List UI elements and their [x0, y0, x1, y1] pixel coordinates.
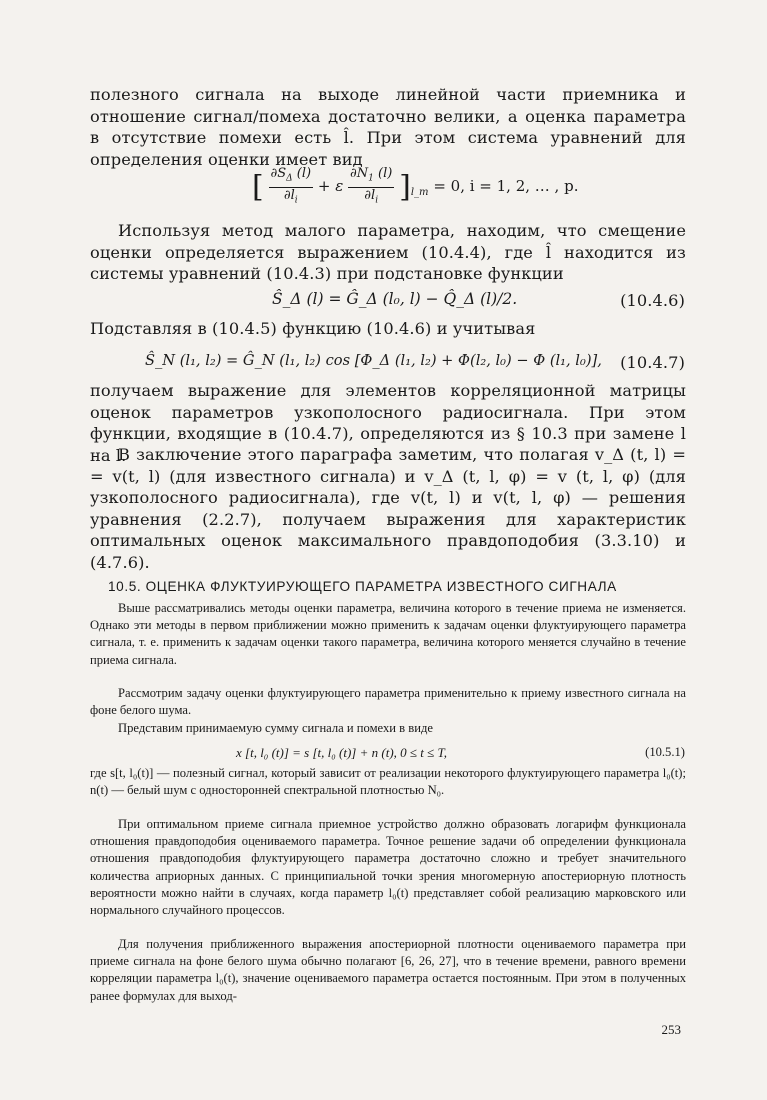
paragraph-substituting: Подставляя в (10.4.5) функцию (10.4.6) и учитывая [90, 319, 536, 338]
paragraph-section-intro: Выше рассматривались методы оценки параметра, величина которого в течение приема не изменяется. Однако эти методы в первом приближении можно применить к задачам оценки флуктуирующего параметра сигнала, т. е. применить к задачам оценки такого параметра, величина которого меняется случайно в течение приема сигнала. [90, 601, 686, 667]
fraction-1: $\frac{\partial S_\Delta (l)}{\partial l_i}$ [270, 166, 312, 206]
equation-number-10-4-7: (10.4.7) [620, 353, 685, 372]
fraction-2: $\frac{\partial N_1 (l)}{\partial l_i}$ [350, 166, 393, 206]
section-heading: 10.5. ОЦЕНКА ФЛУКТУИРУЮЩЕГО ПАРАМЕТРА ИЗВЕСТНОГО СИГНАЛА [108, 579, 617, 595]
equation-number-10-4-6: (10.4.6) [620, 291, 685, 310]
paragraph-where-signal: где s[t, l₀(t)] — полезный сигнал, который зависит от реализации некоторого флуктуирующего параметра l₀(t); n(t) — белый шум с односторонней спектральной плотностью N₀. [90, 766, 686, 798]
paragraph-correlation-matrix: получаем выражение для элементов корреляционной матрицы оценок параметров узкополосного радиосигнала. При этом функции, входящие в (10.4.7), определяются из § 10.3 при замене l на l. [90, 381, 686, 465]
equation-system: [ $\frac{\partial S_\Delta (l)}{\partial l_i}$ + ε $\frac{\partial N_1 (l)}{\partial l_i}$ ]$_{l\_m} = 0$, i = 1, 2, … , p. [252, 166, 578, 208]
equation-10-4-6: Ŝ_Δ (l) = Ĝ_Δ (l₀, l) − Q̂_Δ (l)/2. [272, 290, 518, 308]
equation-10-5-1: x [t, l₀ (t)] = s [t, l₀ (t)] + n (t), 0 ≤ t ≤ T, [236, 745, 448, 760]
paragraph-continuation: полезного сигнала на выходе линейной части приемника и отношение сигнал/помеха достаточно велики, а оценка параметра в отсутствие помехи есть l̂. При этом система уравнений для определения оценки имеет вид [90, 85, 686, 169]
equation-10-4-7: Ŝ_N (l₁, l₂) = Ĝ_N (l₁, l₂) cos [Φ_Δ (l₁, l₂) + Φ(l₂, l₀) − Φ (l₁, l₀)], [145, 352, 602, 369]
paragraph-approximate-expression: Для получения приближенного выражения апостериорной плотности оцениваемого параметра при приеме сигнала на фоне белого шума обычно полагают [6, 26, 27], что в течение времени, равного времени корреляции параметра l₀(t), значение оцениваемого параметра остается постоянным. При этом в полученных ранее формулах для выход- [90, 937, 686, 1003]
paragraph-small-parameter: Используя метод малого параметра, находим, что смещение оценки определяется выражением (10.4.4), где l̂ находится из системы уравнений (10.4.3) при подстановке функции [90, 221, 686, 283]
equation-number-10-5-1: (10.5.1) [645, 745, 685, 759]
paragraph-represent-sum: Представим принимаемую сумму сигнала и помехи в виде [118, 721, 433, 735]
paragraph-optimal-reception: При оптимальном приеме сигнала приемное устройство должно образовать логарифм функционала отношения правдоподобия оцениваемого параметра. Точное решение задачи об определении функционала отношения правдоподобия флуктуирующего параметра достаточно сложно и требует значительного количества априорных данных. С принципиальной точки зрения многомерную апостериорную плотность вероятности можно найти в случаях, когда параметр l₀(t) представляет собой реализацию марковского или нормального случайного процессов. [90, 817, 686, 918]
paragraph-conclusion: В заключение этого параграфа заметим, что полагая v_Δ (t, l) = = v(t, l) (для известного сигнала) и v_Δ (t, l, φ) = v (t, l, φ) (для узкополосного радиосигнала), где v(t, l) и v(t, l, φ) — решения уравнения (2.2.7), получаем выражения для характеристик оптимальных оценок максимального правдоподобия (3.3.10) и (4.7.6). [90, 445, 686, 572]
page-number: 253 [661, 1022, 681, 1037]
paragraph-consider-task: Рассмотрим задачу оценки флуктуирующего параметра применительно к приему известного сигнала на фоне белого шума. [90, 686, 686, 718]
